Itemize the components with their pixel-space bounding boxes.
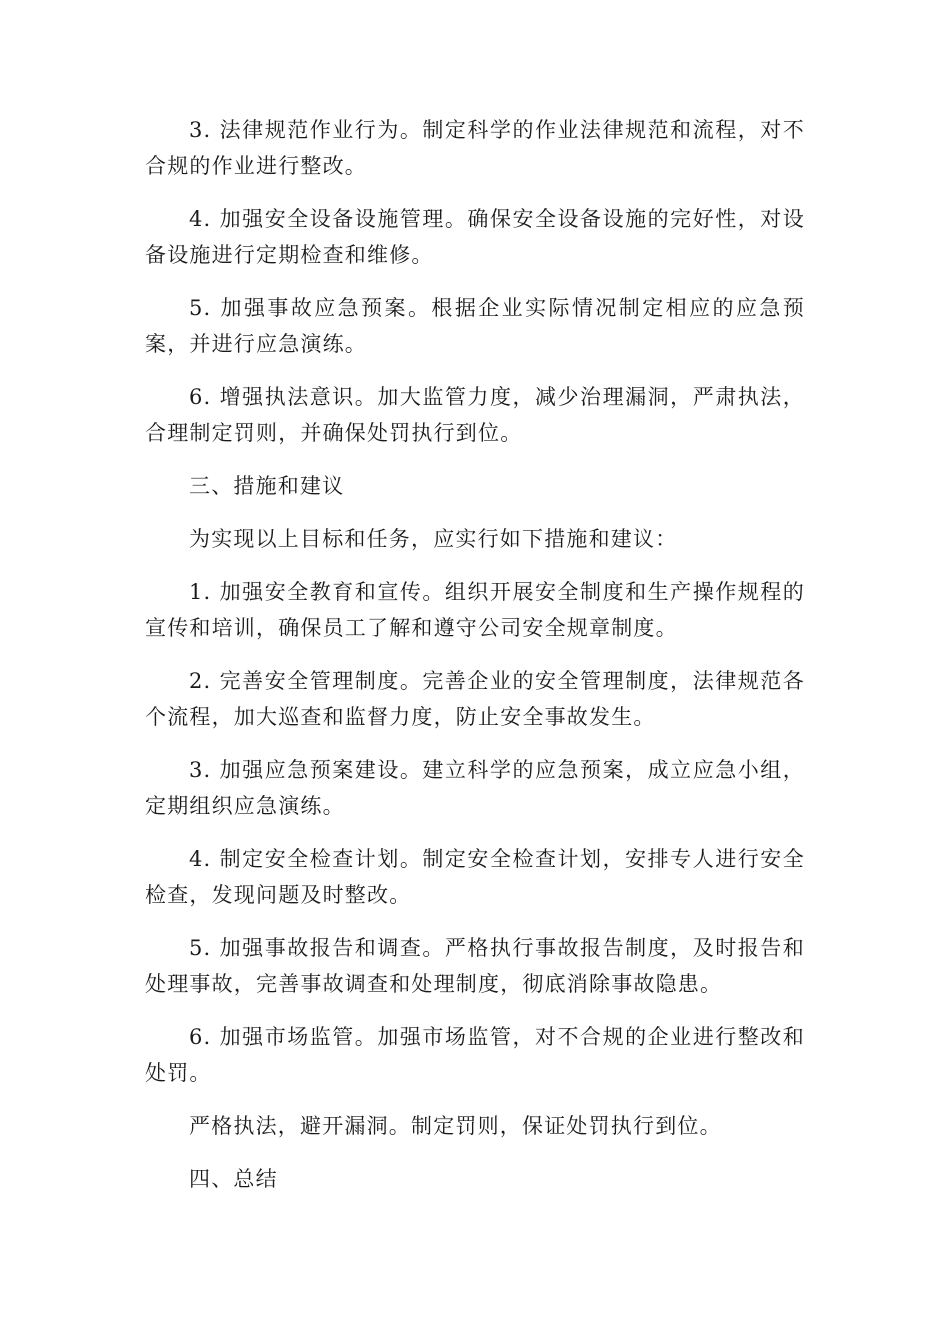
paragraph-item-6-law-enforcement: 6. 增强执法意识。加大监管力度，减少治理漏洞，严肃执法，合理制定罚则，并确保处罚执行到位。 [145,385,805,445]
paragraph-item-3-standardize-operations: 3. 法律规范作业行为。制定科学的作业法律规范和流程，对不合规的作业进行整改。 [145,118,805,178]
paragraph-item-4-equipment-management: 4. 加强安全设备设施管理。确保安全设备设施的完好性，对设备设施进行定期检查和维修。 [145,207,805,267]
paragraph-measure-5-accident-report: 5. 加强事故报告和调查。严格执行事故报告制度，及时报告和处理事故，完善事故调查和处理制度，彻底消除事故隐患。 [145,936,805,996]
paragraph-strict-enforcement: 严格执法，避开漏洞。制定罚则，保证处罚执行到位。 [189,1114,722,1138]
section-heading-summary: 四、总结 [189,1167,278,1191]
document-body [145,112,805,1214]
paragraph-measure-1-education: 1. 加强安全教育和宣传。组织开展安全制度和生产操作规程的宣传和培训，确保员工了解和遵守公司安全规章制度。 [145,580,805,640]
paragraph-measure-3-emergency-plan: 3. 加强应急预案建设。建立科学的应急预案，成立应急小组，定期组织应急演练。 [145,758,805,818]
paragraph-measures-intro: 为实现以上目标和任务，应实行如下措施和建议： [189,527,678,551]
paragraph-measure-4-inspection-plan: 4. 制定安全检查计划。制定安全检查计划，安排专人进行安全检查，发现问题及时整改。 [145,847,805,907]
paragraph-item-5-emergency-plan: 5. 加强事故应急预案。根据企业实际情况制定相应的应急预案，并进行应急演练。 [145,296,805,356]
paragraph-measure-6-market-supervision: 6. 加强市场监管。加强市场监管，对不合规的企业进行整改和处罚。 [145,1025,805,1085]
paragraph-measure-2-management-system: 2. 完善安全管理制度。完善企业的安全管理制度，法律规范各个流程，加大巡查和监督力度，防止安全事故发生。 [145,669,805,729]
section-heading-measures: 三、措施和建议 [189,474,345,498]
